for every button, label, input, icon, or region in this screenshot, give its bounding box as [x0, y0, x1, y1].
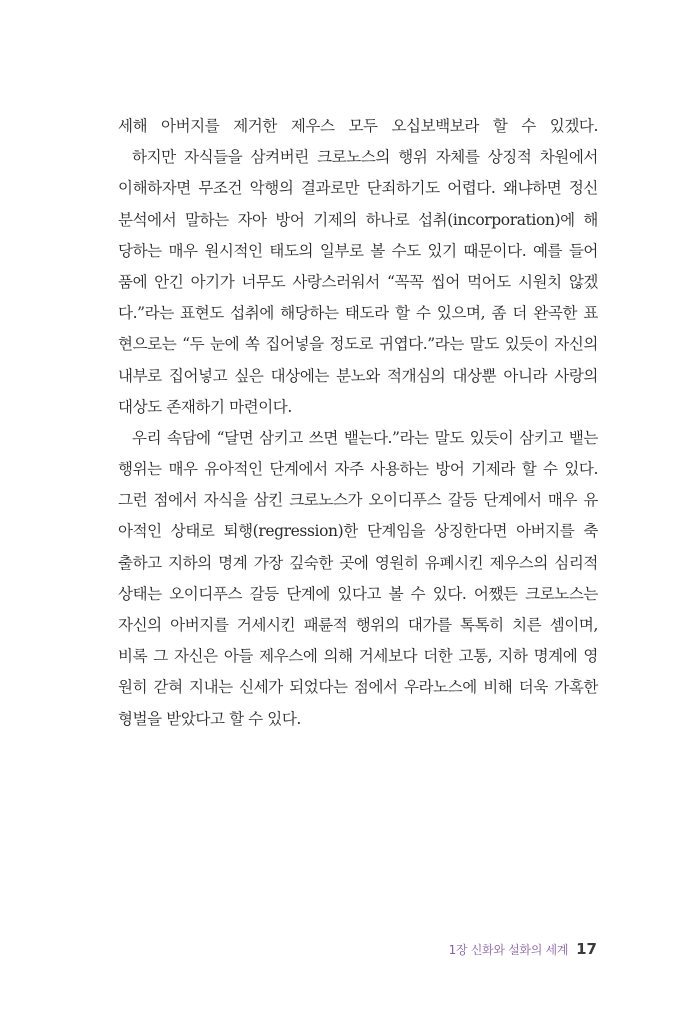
text-line: 출하고 지하의 명계 가장 깊숙한 곳에 영원히 유폐시킨 제우스의 심리적 — [118, 553, 598, 572]
text-line: 내부로 집어넣고 싶은 대상에는 분노와 적개심의 대상뿐 아니라 사랑의 — [118, 366, 598, 385]
text-line: 대상도 존재하기 마련이다. — [118, 397, 292, 416]
page-number: 17 — [576, 940, 597, 958]
text-line: 상태는 오이디푸스 갈등 단계에 있다고 볼 수 있다. 어쨌든 크로노스는 — [118, 584, 598, 603]
text-line: 분석에서 말하는 자아 방어 기제의 하나로 섭취(incorporation)에 해 — [118, 210, 598, 229]
text-line: 이해하자면 무조건 악행의 결과로만 단죄하기도 어렵다. 왜냐하면 정신 — [118, 179, 598, 198]
page-footer — [449, 940, 597, 964]
text-line: 형벌을 받았다고 할 수 있다. — [118, 709, 301, 728]
text-line: 하지만 자식들을 삼켜버린 크로노스의 행위 자체를 상징적 차원에서 — [132, 148, 598, 167]
text-line: 품에 안긴 아기가 너무도 사랑스러워서 “꼭꼭 씹어 먹어도 시원치 않겠 — [118, 272, 598, 291]
text-line: 다.”라는 표현도 섭취에 해당하는 태도라 할 수 있으며, 좀 더 완곡한 표 — [118, 304, 598, 323]
text-line: 아적인 상태로 퇴행(regression)한 단계임을 상징한다면 아버지를 축 — [118, 522, 598, 541]
text-line: 그런 점에서 자식을 삼킨 크로노스가 오이디푸스 갈등 단계에서 매우 유 — [118, 491, 598, 510]
text-line: 현으로는 “두 눈에 쏙 집어넣을 정도로 귀엽다.”라는 말도 있듯이 자신의 — [118, 335, 598, 354]
text-line: 원히 갇혀 지내는 신세가 되었다는 점에서 우라노스에 비해 더욱 가혹한 — [118, 678, 598, 697]
text-line: 우리 속담에 “달면 삼키고 쓰면 뱉는다.”라는 말도 있듯이 삼키고 뱉는 — [132, 428, 598, 447]
text-line: 비록 그 자신은 아들 제우스에 의해 거세보다 더한 고통, 지하 명계에 영 — [118, 647, 598, 666]
chapter-title: 1장 신화와 설화의 세계 — [448, 943, 569, 957]
text-line: 당하는 매우 원시적인 태도의 일부로 볼 수도 있기 때문이다. 예를 들어 — [118, 241, 598, 260]
text-line: 세해 아버지를 제거한 제우스 모두 오십보백보라 할 수 있겠다. — [118, 117, 598, 135]
text-line: 자신의 아버지를 거세시킨 패륜적 행위의 대가를 톡톡히 치른 셈이며, — [118, 616, 598, 634]
text-line: 행위는 매우 유아적인 단계에서 자주 사용하는 방어 기제라 할 수 있다. — [118, 460, 598, 479]
body-text — [118, 111, 598, 735]
